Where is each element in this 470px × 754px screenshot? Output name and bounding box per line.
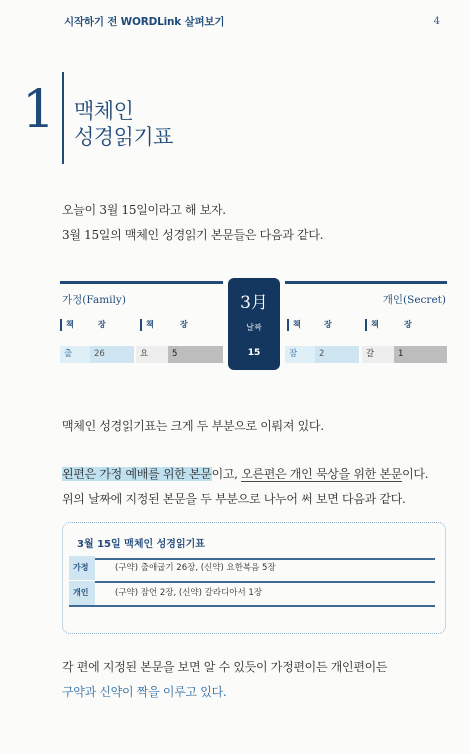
date-value: 15 <box>247 348 261 358</box>
row-value-family: (구약) 출애굽기 26장, (신약) 요한복음 5장 <box>115 563 276 573</box>
left-side-highlight: 왼편은 가정 예배를 위한 본문 <box>62 467 212 481</box>
closing-line1: 각 편에 지정된 본문을 보면 알 수 있듯이 가정편이든 개인편이든 <box>62 660 388 674</box>
para2-end: 이다. <box>402 467 429 481</box>
family-chapter-header-1: 장 <box>98 320 106 329</box>
page-number: 4 <box>433 16 440 27</box>
reading-table-title: 3월 15일 맥체인 성경읽기표 <box>77 539 205 550</box>
family-book-1: 출 <box>60 346 90 363</box>
secret-chapter-header-1: 장 <box>324 320 332 329</box>
secret-book-header-2: 책 <box>365 319 379 331</box>
intro-line1: 오늘이 3월 15일이라고 해 보자. <box>62 203 226 217</box>
secret-book-1: 잠 <box>285 346 315 363</box>
secret-chapter-2: 1 <box>394 346 447 363</box>
family-bar <box>60 281 223 284</box>
family-book-header-2: 책 <box>140 319 154 331</box>
intro-line2: 3월 15일의 맥체인 성경읽기 본문들은 다음과 같다. <box>62 228 324 242</box>
secret-bar <box>285 281 447 284</box>
date-column <box>228 278 280 370</box>
family-chapter-header-2: 장 <box>180 320 188 329</box>
family-chapter-1: 26 <box>90 346 134 363</box>
section-title-line1: 맥체인 <box>74 99 134 123</box>
para2-joiner: 이고, <box>211 467 242 481</box>
section-number: 1 <box>22 80 56 140</box>
secret-book-header-1: 책 <box>287 319 301 331</box>
family-book-header-1: 책 <box>60 319 74 331</box>
section-divider <box>62 72 64 164</box>
row-value-secret: (구약) 잠언 2장, (신약) 갈라디아서 1장 <box>115 588 263 598</box>
section-title-line2: 성경읽기표 <box>74 125 173 149</box>
row-key-secret: 개인 <box>69 581 95 605</box>
table-rule-bottom <box>69 605 435 607</box>
row-key-family: 가정 <box>69 556 95 580</box>
family-label: 가정(Family) <box>62 294 126 306</box>
date-header: 날짜 <box>246 323 262 332</box>
running-header: 시작하기 전 WORDLink 살펴보기 <box>64 16 225 28</box>
family-chapter-2: 5 <box>168 346 223 363</box>
section-title <box>74 98 173 150</box>
paragraph-2-line2: 위의 날짜에 지정된 본문을 두 부분으로 나누어 써 보면 다음과 같다. <box>62 492 406 506</box>
secret-book-2: 갈 <box>362 346 394 363</box>
closing-line2: 구약과 신약이 짝을 이루고 있다. <box>62 685 227 699</box>
secret-chapter-header-2: 장 <box>404 320 412 329</box>
paragraph-1: 맥체인 성경읽기표는 크게 두 부분으로 이뤄져 있다. <box>62 419 324 433</box>
month-label: 3月 <box>240 293 268 313</box>
secret-chapter-1: 2 <box>315 346 359 363</box>
family-book-2: 요 <box>136 346 168 363</box>
paragraph-2-line1 <box>62 465 428 482</box>
reading-table-box <box>62 522 446 634</box>
right-side-underline: 오른편은 개인 묵상을 위한 본문 <box>241 467 403 481</box>
secret-label: 개인(Secret) <box>382 294 446 306</box>
